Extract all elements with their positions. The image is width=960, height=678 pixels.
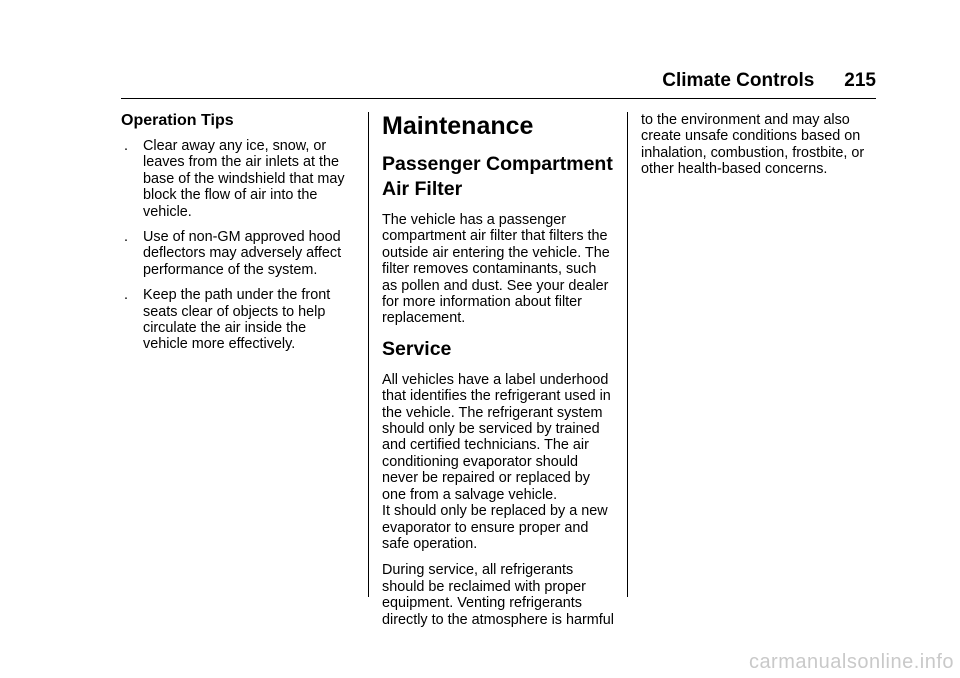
bullet: . xyxy=(124,229,128,246)
column-left xyxy=(121,112,353,362)
continued-paragraph: to the environment and may also create unsafe conditions based on inhalation, combustion, frostbite, or other health-based concerns. xyxy=(641,112,865,178)
watermark: carmanualsonline.info xyxy=(748,651,954,673)
service-heading: Service xyxy=(382,337,452,360)
page-number: 215 xyxy=(844,70,876,91)
section-title: Climate Controls xyxy=(662,70,815,91)
page-header xyxy=(662,70,876,92)
list-item xyxy=(121,138,353,220)
header-rule xyxy=(121,98,876,99)
operation-tips-heading: Operation Tips xyxy=(121,112,234,129)
air-filter-paragraph: The vehicle has a passenger compartment air filter that filters the outside air entering the vehicle. The filter removes contaminants, such as pollen and dust. See your dealer for more information about filter replacement. xyxy=(382,212,610,327)
list-item xyxy=(121,287,353,353)
tip-text: Clear away any ice, snow, or leaves from the air inlets at the base of the windshield that may block the flow of air into the vehicle. xyxy=(143,138,345,220)
column-divider xyxy=(368,112,369,597)
service-paragraph-1: All vehicles have a label underhood that identifies the refrigerant used in the vehicle. The refrigerant system should only be serviced by trained and certified technicians. The air conditioning evaporator should never be repaired or replaced by one from a salvage vehicle. xyxy=(382,371,611,503)
service-paragraph-3: During service, all refrigerants should be reclaimed with proper equipment. Venting refrigerants directly to the atmosphere is harmful xyxy=(382,562,614,628)
column-middle xyxy=(382,112,614,638)
list-item xyxy=(121,229,353,278)
bullet: . xyxy=(124,287,128,304)
tip-text: Keep the path under the front seats clear of objects to help circulate the air inside the vehicle more effectively. xyxy=(143,287,331,353)
tip-text: Use of non-GM approved hood deflectors may adversely affect performance of the system. xyxy=(143,229,342,278)
air-filter-heading: Passenger Compartment Air Filter xyxy=(382,153,613,200)
bullet: . xyxy=(124,138,128,154)
service-paragraph-2: It should only be replaced by a new evaporator to ensure proper and safe operation. xyxy=(382,503,608,552)
tips-list xyxy=(121,138,353,353)
maintenance-heading: Maintenance xyxy=(382,112,534,140)
column-right xyxy=(641,112,873,188)
column-divider xyxy=(627,112,628,597)
